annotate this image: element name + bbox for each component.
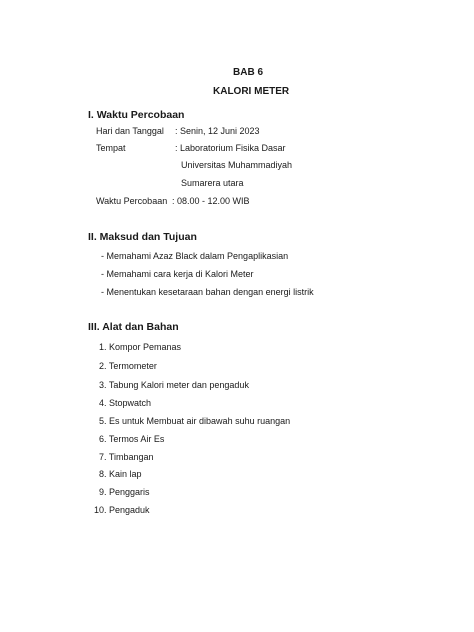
- tujuan-item: - Memahami cara kerja di Kalori Meter: [101, 269, 254, 279]
- alat-item: 6. Termos Air Es: [99, 434, 165, 444]
- time-value: : 08.00 - 12.00 WIB: [172, 196, 250, 206]
- alat-item: 1. Kompor Pemanas: [99, 342, 182, 352]
- section-alat-heading: III. Alat dan Bahan: [88, 321, 179, 333]
- place-value-line-2: Universitas Muhammadiyah: [181, 160, 293, 170]
- alat-item: 7. Timbangan: [99, 452, 154, 462]
- alat-item: 8. Kain lap: [99, 469, 142, 479]
- alat-item: 3. Tabung Kalori meter dan pengaduk: [99, 380, 249, 390]
- alat-item: 9. Penggaris: [99, 487, 150, 497]
- place-value-line-3: Sumarera utara: [181, 178, 244, 188]
- section-waktu-heading: I. Waktu Percobaan: [88, 109, 185, 121]
- alat-item: 10. Pengaduk: [94, 505, 150, 515]
- alat-item: 2. Termometer: [99, 361, 157, 371]
- place-value-line-1: : Laboratorium Fisika Dasar: [175, 143, 286, 153]
- tujuan-item: - Menentukan kesetaraan bahan dengan energi listrik: [101, 287, 314, 297]
- alat-item: 4. Stopwatch: [99, 398, 152, 408]
- date-value: : Senin, 12 Juni 2023: [175, 126, 260, 136]
- place-label: Tempat: [96, 143, 126, 153]
- chapter-label: BAB 6: [233, 67, 264, 78]
- date-label: Hari dan Tanggal: [96, 126, 164, 136]
- tujuan-item: - Memahami Azaz Black dalam Pengaplikasian: [101, 251, 289, 261]
- time-label: Waktu Percobaan: [96, 196, 168, 206]
- section-tujuan-heading: II. Maksud dan Tujuan: [88, 231, 197, 243]
- alat-item: 5. Es untuk Membuat air dibawah suhu ruangan: [99, 416, 291, 426]
- document-title: KALORI METER: [213, 86, 290, 97]
